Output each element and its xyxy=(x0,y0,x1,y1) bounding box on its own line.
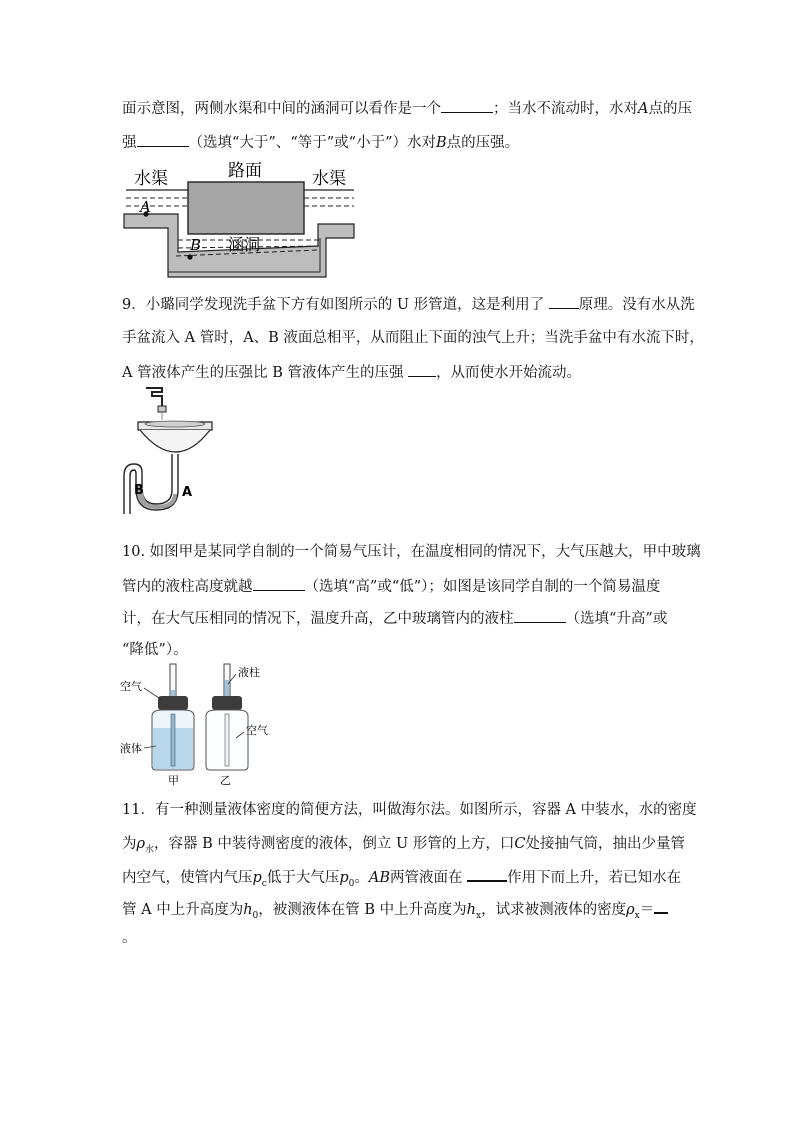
q11-text: ，试求被测液体的密度 xyxy=(481,902,627,918)
answer-blank[interactable] xyxy=(441,98,493,113)
q8-text: ；当水不流动时，水对 xyxy=(493,101,638,117)
yi-label: 乙 xyxy=(220,774,231,786)
q11-text: ＝ xyxy=(639,902,655,918)
answer-blank[interactable] xyxy=(467,866,507,882)
air-leader-line xyxy=(144,688,162,700)
basin-bowl xyxy=(140,430,210,452)
faucet-icon xyxy=(146,388,162,406)
p0-subscript: 0 xyxy=(348,878,355,889)
point-a-label: A xyxy=(638,101,649,117)
yi-liquid-column xyxy=(225,680,229,696)
q11-text: 11．有一种测量液体密度的简便方法，叫做海尔法。如图所示，容器 A 中装水，水的密度 xyxy=(122,802,697,818)
q9-line-2 xyxy=(122,328,704,348)
rhox-symbol: ρ xyxy=(626,902,635,918)
q9-text: 9．小璐同学发现洗手盆下方有如图所示的 U 形管道，这是利用了 xyxy=(122,297,549,313)
q11-line-2 xyxy=(122,834,685,860)
rhox-subscript: x xyxy=(634,910,640,921)
b-pipe-label: B xyxy=(134,483,144,498)
q10-line-3 xyxy=(122,608,667,629)
rho-subscript: 水 xyxy=(145,844,155,855)
road-label: 路面 xyxy=(228,161,262,181)
rho-symbol: ρ xyxy=(136,836,146,852)
culvert-figure xyxy=(120,160,360,280)
air-label: 空气 xyxy=(120,680,142,693)
answer-blank[interactable] xyxy=(137,132,189,147)
q11-text: 处接抽气筒，抽出少量管 xyxy=(525,836,685,852)
pc-subscript: c xyxy=(261,878,267,889)
h0-subscript: 0 xyxy=(252,910,259,921)
q11-text: 为 xyxy=(122,836,137,852)
canal-left-label: 水渠 xyxy=(134,169,168,189)
q9-text: 原理。没有水从洗 xyxy=(578,297,695,313)
liquid-label: 液体 xyxy=(120,742,142,755)
q11-line-4 xyxy=(122,898,668,926)
answer-blank[interactable] xyxy=(549,294,579,309)
a-label: A xyxy=(140,198,151,216)
jia-label: 甲 xyxy=(168,774,179,786)
q8-text: （选填“大于”、“等于”或“小于”）水对 xyxy=(188,135,436,151)
canal-right-label: 水渠 xyxy=(312,169,346,189)
answer-blank[interactable] xyxy=(408,362,436,377)
answer-blank[interactable] xyxy=(654,898,668,914)
q9-text: ，从而使水开始流动。 xyxy=(436,365,582,381)
q9-text: A 管液体产生的压强比 B 管液体产生的压强 xyxy=(122,365,409,381)
hx-symbol: h xyxy=(466,902,476,918)
q8-text: 点的压 xyxy=(648,101,692,117)
hx-subscript: x xyxy=(476,910,482,921)
q10-text: 管内的液柱高度就越 xyxy=(122,579,253,595)
q10-line-4 xyxy=(122,640,188,660)
barometer-thermometer-figure xyxy=(118,660,278,786)
yi-inner-tube xyxy=(225,714,229,766)
road-block xyxy=(188,182,304,234)
answer-blank[interactable] xyxy=(253,576,305,591)
q11-text: 管 A 中上升高度为 xyxy=(122,902,244,918)
q11-line-5 xyxy=(122,928,137,948)
b-label: B xyxy=(190,236,202,254)
q11-text: 。 xyxy=(354,870,369,886)
q11-text: 两管液面在 xyxy=(390,870,468,886)
q10-text: 10. 如图甲是某同学自制的一个简易气压计，在温度相同的情况下，大气压越大，甲中玻璃 xyxy=(122,544,701,560)
column-label: 液柱 xyxy=(238,666,260,679)
point-b-label: B xyxy=(435,135,447,151)
q9-line-1 xyxy=(122,294,695,315)
a-pipe-label: A xyxy=(182,485,193,500)
q9-text: 手盆流入 A 管时，A、B 液面总相平，从而阻止下面的浊气上升；当洗手盆中有水流下时， xyxy=(122,330,704,346)
jia-stopper xyxy=(158,696,188,710)
pc-symbol: p xyxy=(252,870,262,886)
air-label: 空气 xyxy=(246,724,268,737)
yi-stopper xyxy=(212,696,242,710)
q9-line-3 xyxy=(122,362,581,383)
q8-text: 强 xyxy=(122,135,137,151)
basin-top xyxy=(145,421,205,427)
q11-text: 低于大气压 xyxy=(266,870,340,886)
q8-line-1 xyxy=(122,98,692,119)
q10-line-1 xyxy=(122,542,701,562)
h0-symbol: h xyxy=(243,902,253,918)
q10-text: “降低”）。 xyxy=(122,642,188,658)
jia-inner-tube xyxy=(171,714,175,766)
p0-symbol: p xyxy=(339,870,349,886)
answer-blank[interactable] xyxy=(514,608,566,623)
q10-text: （选填“升高”或 xyxy=(565,611,668,627)
q11-text: ，被测液体在管 B 中上升高度为 xyxy=(258,902,467,918)
c-label: C xyxy=(514,836,526,852)
q11-text: 。 xyxy=(122,930,137,946)
q8-text: 点的压强。 xyxy=(446,135,520,151)
q10-text: （选填“高”或“低”）；如图是该同学自制的一个简易温度 xyxy=(304,579,661,595)
q11-line-1 xyxy=(122,800,697,820)
faucet-valve xyxy=(158,406,166,412)
q11-text: 作用下而上升，若已知水在 xyxy=(507,870,682,886)
culvert-label: 涵洞 xyxy=(228,235,261,254)
ab-label: AB xyxy=(368,870,391,886)
q10-text: 计，在大气压相同的情况下，温度升高，乙中玻璃管内的液柱 xyxy=(122,611,514,627)
point-b-dot xyxy=(187,254,192,259)
q11-text: ，容器 B 中装待测密度的液体，倒立 U 形管的上方，口 xyxy=(154,836,515,852)
q10-line-2 xyxy=(122,576,660,597)
q8-line-2 xyxy=(122,132,519,153)
q11-text: 内空气，使管内气压 xyxy=(122,870,253,886)
q11-line-3 xyxy=(122,866,681,894)
q8-text: 面示意图，两侧水渠和中间的涵洞可以看作是一个 xyxy=(122,101,441,117)
basin-u-pipe-figure xyxy=(116,384,226,514)
